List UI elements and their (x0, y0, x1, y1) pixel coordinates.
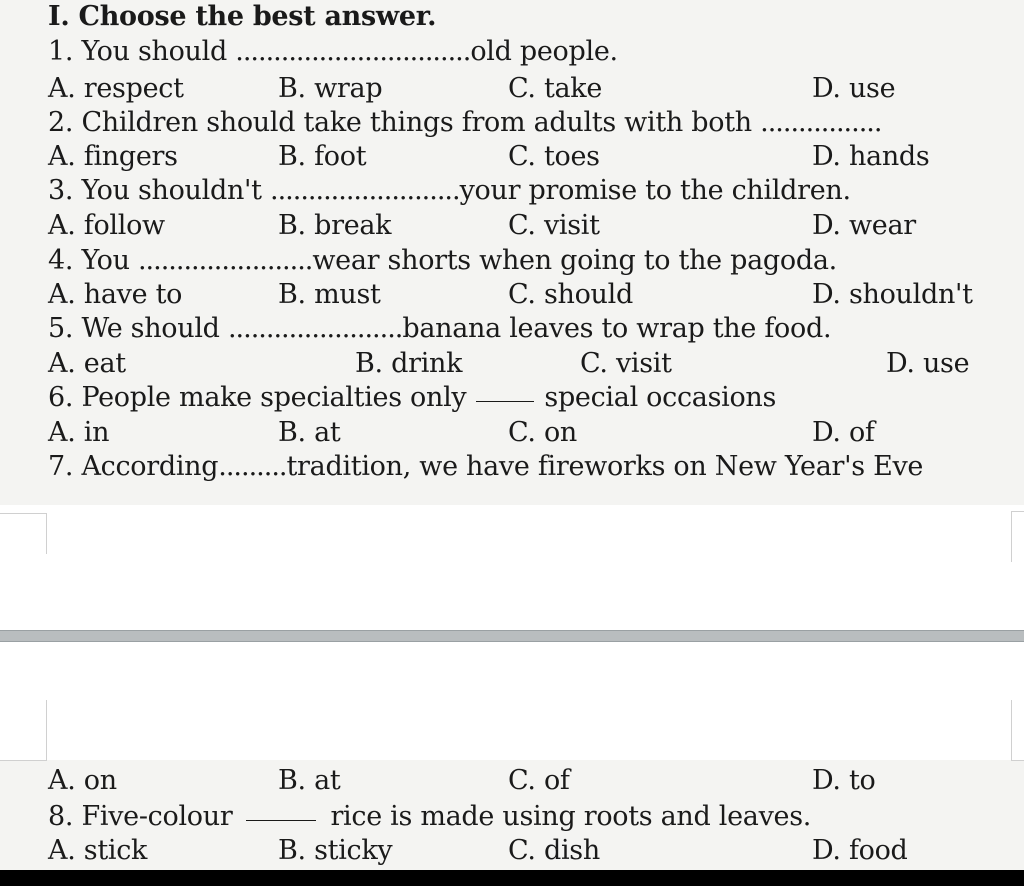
answer-blank: ......... (218, 451, 287, 482)
option-a: A. in (48, 417, 110, 448)
option-b: B. must (278, 279, 381, 310)
option-b: B. at (278, 417, 341, 448)
section-heading: I. Choose the best answer. (48, 1, 437, 32)
answer-blank: ............................... (235, 36, 471, 67)
question-6 (48, 383, 776, 413)
question-1 (48, 37, 618, 67)
option-d: D. hands (812, 141, 930, 172)
question-8-text: 8. Five-colour (48, 801, 233, 832)
question-5 (48, 314, 831, 344)
option-a: A. follow (48, 210, 165, 241)
page-edge-left (0, 513, 47, 554)
question-7-text: 7. According (48, 451, 219, 482)
question-2 (48, 108, 881, 138)
page-edge-left (0, 700, 47, 761)
option-c: C. take (508, 73, 603, 104)
question-5-text-end: banana leaves to wrap the food. (402, 313, 832, 344)
question-4 (48, 246, 837, 276)
option-c: C. of (508, 765, 570, 796)
answer-blank: ....................... (137, 245, 313, 276)
option-a: A. stick (48, 835, 148, 866)
question-1-text: 1. You should (48, 36, 227, 67)
option-a: A. have to (48, 279, 183, 310)
page-edge-right (1011, 700, 1024, 761)
option-a: A. on (48, 765, 117, 796)
question-7-text-end: tradition, we have fireworks on New Year's Eve (286, 451, 924, 482)
answer-blank (246, 820, 316, 821)
option-a: A. respect (48, 73, 184, 104)
option-d: D. food (812, 835, 908, 866)
question-7 (48, 452, 923, 482)
question-1-text-end: old people. (470, 36, 618, 67)
answer-blank (476, 401, 534, 402)
option-d: D. of (812, 417, 875, 448)
option-d: D. to (812, 765, 876, 796)
option-b: B. wrap (278, 73, 383, 104)
question-8-text-end: rice is made using roots and leaves. (330, 801, 812, 832)
option-c: C. dish (508, 835, 600, 866)
option-d: D. shouldn't (812, 279, 973, 310)
option-b: B. sticky (278, 835, 393, 866)
question-3-text: 3. You shouldn't (48, 175, 262, 206)
answer-blank: ................ (760, 107, 882, 138)
question-2-text: 2. Children should take things from adults with both (48, 107, 752, 138)
option-d: D. use (812, 73, 896, 104)
page-divider (0, 630, 1024, 642)
option-c: C. should (508, 279, 633, 310)
page-edge-right (1011, 511, 1024, 562)
question-5-text: 5. We should (48, 313, 220, 344)
question-6-text: 6. People make specialties only (48, 382, 467, 413)
question-4-text: 4. You (48, 245, 130, 276)
question-3 (48, 176, 851, 206)
option-c: C. toes (508, 141, 600, 172)
option-c: C. visit (508, 210, 600, 241)
answer-blank: ......................... (270, 175, 460, 206)
question-6-text-end: special occasions (544, 382, 777, 413)
option-b: B. foot (278, 141, 367, 172)
option-a: A. fingers (48, 141, 178, 172)
question-4-text-end: wear shorts when going to the pagoda. (312, 245, 837, 276)
option-d: D. wear (812, 210, 916, 241)
option-a: A. eat (48, 348, 126, 379)
option-d: D. use (886, 348, 970, 379)
option-c: C. on (508, 417, 578, 448)
option-b: B. drink (355, 348, 463, 379)
question-3-text-end: your promise to the children. (459, 175, 851, 206)
answer-blank: ....................... (227, 313, 403, 344)
option-b: B. break (278, 210, 392, 241)
bottom-edge-bar (0, 870, 1024, 886)
option-c: C. visit (580, 348, 672, 379)
question-8 (48, 802, 811, 832)
option-b: B. at (278, 765, 341, 796)
